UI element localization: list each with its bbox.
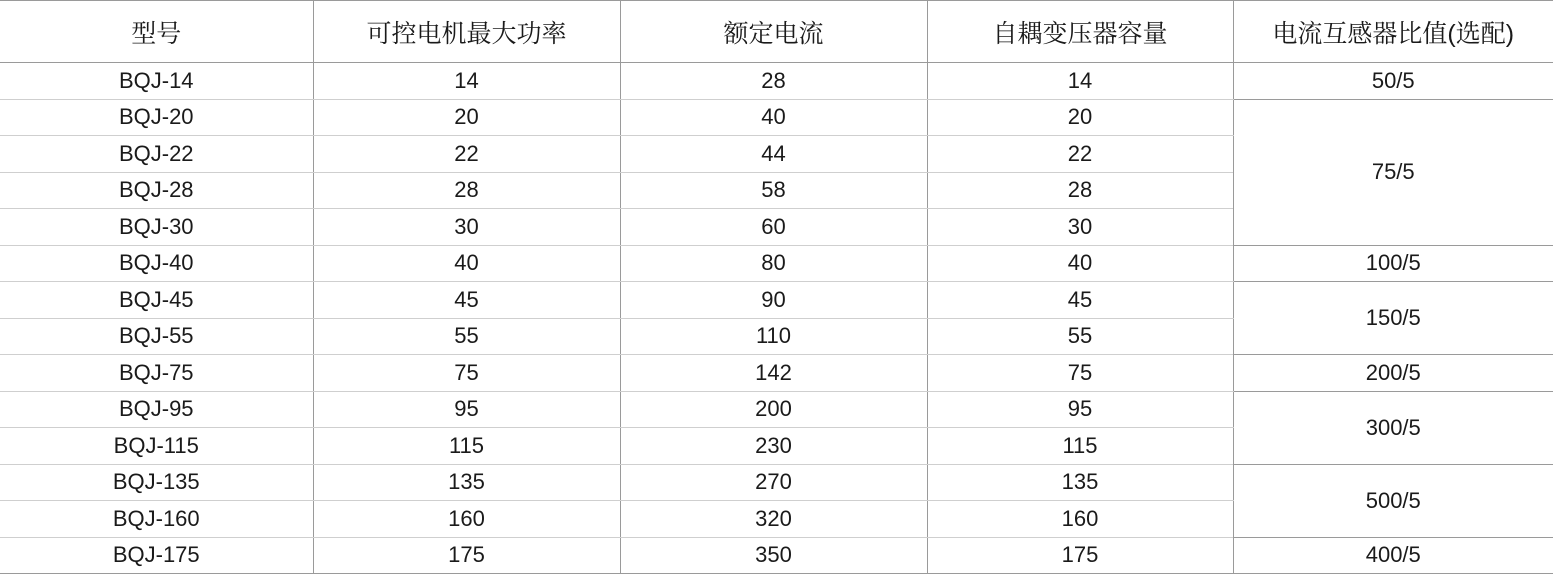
cell-autotransformer-capacity: 75 xyxy=(927,355,1233,392)
cell-rated-current: 200 xyxy=(620,391,927,428)
cell-autotransformer-capacity: 22 xyxy=(927,136,1233,173)
cell-autotransformer-capacity: 40 xyxy=(927,245,1233,282)
cell-model: BQJ-14 xyxy=(0,63,313,100)
cell-autotransformer-capacity: 45 xyxy=(927,282,1233,319)
table-row xyxy=(0,355,1553,392)
cell-rated-current: 350 xyxy=(620,537,927,574)
table-row xyxy=(0,282,1553,319)
cell-rated-current: 270 xyxy=(620,464,927,501)
cell-rated-current: 230 xyxy=(620,428,927,465)
cell-autotransformer-capacity: 20 xyxy=(927,99,1233,136)
table-header-row xyxy=(0,1,1553,63)
cell-rated-current: 44 xyxy=(620,136,927,173)
cell-max-power: 20 xyxy=(313,99,620,136)
cell-model: BQJ-20 xyxy=(0,99,313,136)
cell-model: BQJ-75 xyxy=(0,355,313,392)
cell-autotransformer-capacity: 115 xyxy=(927,428,1233,465)
cell-rated-current: 28 xyxy=(620,63,927,100)
cell-model: BQJ-115 xyxy=(0,428,313,465)
cell-ct-ratio: 100/5 xyxy=(1233,245,1553,282)
cell-rated-current: 142 xyxy=(620,355,927,392)
cell-autotransformer-capacity: 175 xyxy=(927,537,1233,574)
cell-max-power: 40 xyxy=(313,245,620,282)
cell-max-power: 175 xyxy=(313,537,620,574)
cell-autotransformer-capacity: 95 xyxy=(927,391,1233,428)
cell-max-power: 28 xyxy=(313,172,620,209)
cell-rated-current: 90 xyxy=(620,282,927,319)
column-header-ct-ratio: 电流互感器比值(选配) xyxy=(1233,1,1553,63)
column-header-autotransformer-capacity: 自耦变压器容量 xyxy=(927,1,1233,63)
cell-ct-ratio: 400/5 xyxy=(1233,537,1553,574)
cell-model: BQJ-40 xyxy=(0,245,313,282)
cell-max-power: 115 xyxy=(313,428,620,465)
cell-model: BQJ-95 xyxy=(0,391,313,428)
cell-model: BQJ-22 xyxy=(0,136,313,173)
cell-ct-ratio: 50/5 xyxy=(1233,63,1553,100)
cell-rated-current: 40 xyxy=(620,99,927,136)
table-header xyxy=(0,1,1553,63)
cell-max-power: 160 xyxy=(313,501,620,538)
cell-ct-ratio: 300/5 xyxy=(1233,391,1553,464)
cell-model: BQJ-160 xyxy=(0,501,313,538)
cell-ct-ratio: 500/5 xyxy=(1233,464,1553,537)
cell-max-power: 135 xyxy=(313,464,620,501)
cell-autotransformer-capacity: 160 xyxy=(927,501,1233,538)
cell-model: BQJ-175 xyxy=(0,537,313,574)
cell-ct-ratio: 150/5 xyxy=(1233,282,1553,355)
cell-max-power: 75 xyxy=(313,355,620,392)
cell-model: BQJ-28 xyxy=(0,172,313,209)
cell-model: BQJ-135 xyxy=(0,464,313,501)
table-body xyxy=(0,63,1553,574)
cell-rated-current: 320 xyxy=(620,501,927,538)
table-row xyxy=(0,537,1553,574)
table-row xyxy=(0,391,1553,428)
cell-autotransformer-capacity: 28 xyxy=(927,172,1233,209)
column-header-max-power: 可控电机最大功率 xyxy=(313,1,620,63)
cell-max-power: 22 xyxy=(313,136,620,173)
table-row xyxy=(0,464,1553,501)
cell-max-power: 95 xyxy=(313,391,620,428)
cell-model: BQJ-45 xyxy=(0,282,313,319)
column-header-model: 型号 xyxy=(0,1,313,63)
cell-rated-current: 60 xyxy=(620,209,927,246)
cell-max-power: 55 xyxy=(313,318,620,355)
table-row xyxy=(0,245,1553,282)
cell-autotransformer-capacity: 55 xyxy=(927,318,1233,355)
cell-autotransformer-capacity: 135 xyxy=(927,464,1233,501)
cell-rated-current: 110 xyxy=(620,318,927,355)
column-header-rated-current: 额定电流 xyxy=(620,1,927,63)
cell-autotransformer-capacity: 14 xyxy=(927,63,1233,100)
cell-model: BQJ-55 xyxy=(0,318,313,355)
cell-ct-ratio: 75/5 xyxy=(1233,99,1553,245)
cell-ct-ratio: 200/5 xyxy=(1233,355,1553,392)
cell-max-power: 14 xyxy=(313,63,620,100)
cell-max-power: 45 xyxy=(313,282,620,319)
cell-rated-current: 58 xyxy=(620,172,927,209)
cell-autotransformer-capacity: 30 xyxy=(927,209,1233,246)
table-row xyxy=(0,63,1553,100)
cell-rated-current: 80 xyxy=(620,245,927,282)
table-row xyxy=(0,99,1553,136)
cell-model: BQJ-30 xyxy=(0,209,313,246)
cell-max-power: 30 xyxy=(313,209,620,246)
